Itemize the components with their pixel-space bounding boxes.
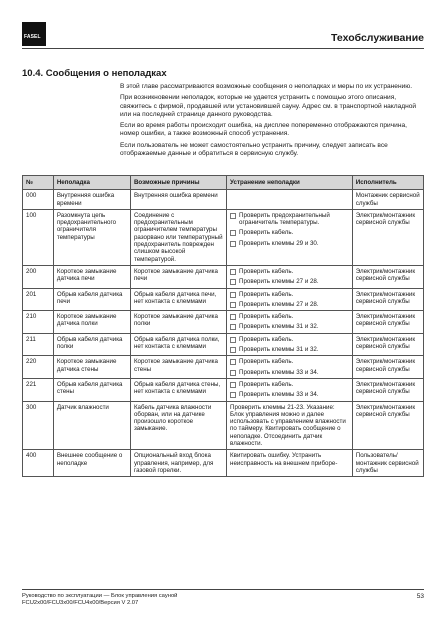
footer-text (22, 593, 177, 607)
cell-causes: Короткое замыкание датчика полки (130, 311, 226, 334)
checkbox-icon (230, 359, 236, 365)
cell-fix: Квитировать ошибку. Устранить неисправность на внешнем приборе- (227, 450, 353, 477)
cell-performer: Электрик/монтажник сервисной службы (352, 311, 423, 334)
check-item-text: Проверить кабель. (239, 290, 294, 298)
table-row (23, 311, 424, 334)
cell-fix: Проверить клеммы 21-23. Указание: Блок управления можно и далее использовать с управлением влажности по таймеру. Квитировать сообщение о неполадке. Отсоединить датчик влажности. (227, 401, 353, 450)
col-header-performer: Исполнитель (352, 176, 423, 190)
cell-number: 201 (23, 288, 54, 311)
cell-number: 300 (23, 401, 54, 450)
check-item (230, 268, 349, 275)
check-item-text: Проверить клеммы 27 и 28. (239, 278, 319, 286)
checkbox-icon (230, 314, 236, 320)
checkbox-icon (230, 292, 236, 298)
checkbox-icon (230, 269, 236, 275)
check-item-text: Проверить клеммы 33 и 34. (239, 391, 319, 399)
cell-number: 200 (23, 265, 54, 288)
cell-number: 221 (23, 378, 54, 401)
col-header-number: № (23, 176, 54, 190)
table-row (23, 265, 424, 288)
col-header-fault: Неполадка (53, 176, 130, 190)
footer-line: FCU2x00/FCU3x00/FCU4x00/Версия V 2.07 (22, 600, 139, 607)
check-item-text: Проверить кабель. (239, 335, 294, 343)
checkbox-icon (230, 392, 236, 398)
cell-fix (227, 265, 353, 288)
footer-divider (22, 589, 424, 590)
table-row (23, 401, 424, 450)
fault-table (22, 175, 424, 477)
check-item-text: Проверить кабель. (239, 313, 294, 321)
cell-fault: Обрыв кабеля датчика стены (53, 378, 130, 401)
table-row (23, 333, 424, 356)
check-item (230, 323, 349, 330)
table-row (23, 190, 424, 210)
check-item-text: Проверить кабель. (239, 380, 294, 388)
page-number: 53 (416, 593, 424, 600)
cell-performer: Электрик/монтажник сервисной службы (352, 209, 423, 265)
cell-performer: Пользователь/монтажник сервисной службы (352, 450, 423, 477)
check-item (230, 369, 349, 376)
check-item (230, 240, 349, 247)
checkbox-icon (230, 213, 236, 219)
check-item (230, 229, 349, 236)
check-item (230, 336, 349, 343)
cell-fix (227, 209, 353, 265)
cell-causes: Короткое замыкание датчика стены (130, 356, 226, 379)
section-title: 10.4. Сообщения о неполадках (22, 68, 167, 79)
checkbox-icon (230, 337, 236, 343)
cell-fix (227, 356, 353, 379)
cell-number: 211 (23, 333, 54, 356)
checkbox-icon (230, 382, 236, 388)
cell-fault: Разомкнута цепь предохранительного ограничителя температуры (53, 209, 130, 265)
check-item (230, 346, 349, 353)
cell-causes: Кабель датчика влажности оборван, или на датчике произошло короткое замыкание. (130, 401, 226, 450)
col-header-fix: Устранение неполадки (227, 176, 353, 190)
check-item (230, 212, 349, 227)
check-item (230, 358, 349, 365)
cell-fix (227, 288, 353, 311)
intro-paragraph: Если во время работы происходит ошибка, на дисплее попеременно отображаются причина, номер ошибки, а также возможный способ устранения. (120, 122, 407, 138)
check-item-text: Проверить клеммы 31 и 32. (239, 346, 319, 354)
header-divider (22, 48, 424, 49)
intro-paragraph: Если пользователь не может самостоятельно устранить причину, следует записать все отображаемые данные и обратиться в сервисную службу. (120, 141, 388, 158)
cell-causes: Соединение с предохранительным ограничителем температуры разорвано или температурный предохранитель поврежден слишком высокой температурой. (130, 209, 226, 265)
check-item-text: Проверить клеммы 29 и 30. (239, 239, 319, 247)
cell-number: 000 (23, 190, 54, 210)
header-title: Техобслуживание (331, 32, 424, 44)
checkbox-icon (230, 302, 236, 308)
cell-fault: Внутренняя ошибка времени (53, 190, 130, 210)
check-item-text: Проверить кабель. (239, 229, 294, 237)
check-item-text: Проверить кабель. (239, 358, 294, 366)
cell-fix (227, 378, 353, 401)
cell-causes: Обрыв кабеля датчика полки, нет контакта с клеммами (130, 333, 226, 356)
check-item (230, 381, 349, 388)
check-item-text: Проверить предохранительный ограничитель температуры. (239, 211, 330, 227)
cell-performer: Электрик/монтажник сервисной службы (352, 356, 423, 379)
cell-number: 220 (23, 356, 54, 379)
check-item-text: Проверить кабель. (239, 267, 294, 275)
intro-text (120, 83, 425, 161)
intro-paragraph: В этой главе рассматриваются возможные сообщения о неполадках и меры по их устранению. (120, 83, 413, 90)
check-item-text: Проверить клеммы 31 и 32. (239, 323, 319, 331)
col-header-causes: Возможные причины (130, 176, 226, 190)
check-item (230, 301, 349, 308)
table-header-row (23, 176, 424, 190)
cell-fault: Датчик влажности (53, 401, 130, 450)
cell-performer: Электрик/монтажник сервисной службы (352, 333, 423, 356)
cell-fix (227, 311, 353, 334)
table-row (23, 378, 424, 401)
cell-fix (227, 333, 353, 356)
cell-fault: Короткое замыкание датчика полки (53, 311, 130, 334)
checkbox-icon (230, 230, 236, 236)
cell-number: 210 (23, 311, 54, 334)
check-item-text: Проверить клеммы 27 и 28. (239, 300, 319, 308)
cell-causes: Опциональный вход блока управления, например, для газовой горелки. (130, 450, 226, 477)
cell-causes: Внутренняя ошибка времени (130, 190, 226, 210)
brand-logo: FASEL (22, 22, 46, 46)
cell-performer: Монтажник сервисной службы (352, 190, 423, 210)
table-row (23, 209, 424, 265)
cell-number: 400 (23, 450, 54, 477)
checkbox-icon (230, 279, 236, 285)
checkbox-icon (230, 324, 236, 330)
checkbox-icon (230, 241, 236, 247)
check-item-text: Проверить клеммы 33 и 34. (239, 368, 319, 376)
cell-performer: Электрик/монтажник сервисной службы (352, 401, 423, 450)
table-row (23, 450, 424, 477)
table-row (23, 288, 424, 311)
cell-performer: Электрик/монтажник сервисной службы (352, 288, 423, 311)
cell-causes: Короткое замыкание датчика печи (130, 265, 226, 288)
checkbox-icon (230, 370, 236, 376)
table-row (23, 356, 424, 379)
cell-performer: Электрик/монтажник сервисной службы (352, 265, 423, 288)
check-item (230, 391, 349, 398)
cell-fix (227, 190, 353, 210)
cell-performer: Электрик/монтажник сервисной службы (352, 378, 423, 401)
cell-fault: Обрыв кабеля датчика полки (53, 333, 130, 356)
intro-paragraph: При возникновении неполадок, которые не удается устранить с помощью этого описания, свяжитесь с фирмой, продавшей или установившей сауну. Адрес см. в транспортной накладной или на последней странице данного руководства. (120, 94, 417, 118)
check-item (230, 291, 349, 298)
footer-line: Руководство по эксплуатации — Блок управления сауной (22, 593, 178, 599)
cell-fault: Короткое замыкание датчика печи (53, 265, 130, 288)
cell-number: 100 (23, 209, 54, 265)
cell-fault: Обрыв кабеля датчика печи (53, 288, 130, 311)
check-item (230, 278, 349, 285)
cell-causes: Обрыв кабеля датчика стены, нет контакта с клеммами (130, 378, 226, 401)
cell-fault: Внешнее сообщение о неполадке (53, 450, 130, 477)
checkbox-icon (230, 347, 236, 353)
cell-causes: Обрыв кабеля датчика печи, нет контакта с клеммами (130, 288, 226, 311)
cell-fault: Короткое замыкание датчика стены (53, 356, 130, 379)
check-item (230, 313, 349, 320)
